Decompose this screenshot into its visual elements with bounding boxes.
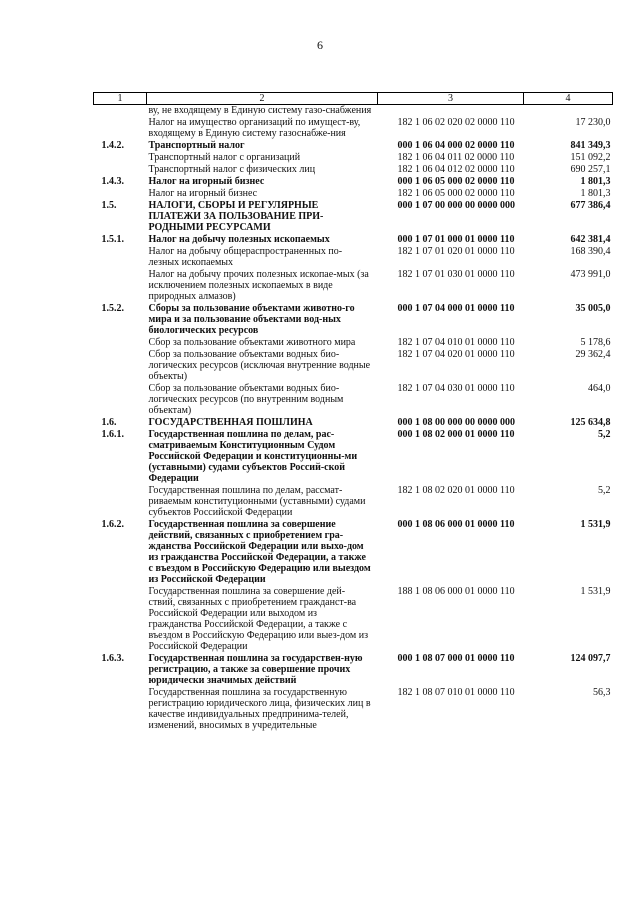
row-code: 182 1 07 04 010 01 0000 110 (397, 337, 515, 348)
row-amount: 1 531,9 (580, 519, 611, 530)
table-row (94, 117, 613, 140)
row-number (94, 164, 147, 176)
row-name: Сбор за пользование объектами водных био-логических ресурсов (по внутренним водным объектам) (148, 383, 344, 416)
page-number: 6 (317, 38, 323, 52)
row-name: ГОСУДАРСТВЕННАЯ ПОШЛИНА (148, 417, 313, 428)
row-name: Государственная пошлина по делам, рассмат-риваемым конституционными (уставными) судами субъектов Российской Федерации (148, 485, 366, 518)
row-amount: 677 386,4 (570, 200, 611, 211)
row-name: Налог на добычу общераспространенных по-лезных ископаемых (148, 246, 343, 268)
row-number: 1.6.3. (101, 653, 124, 664)
row-amount: 35 005,0 (575, 303, 611, 314)
table-body (94, 105, 613, 733)
row-code: 000 1 08 00 000 00 0000 000 (397, 417, 515, 428)
row-code: 182 1 06 04 011 02 0000 110 (397, 152, 515, 163)
row-code: 182 1 07 04 030 01 0000 110 (397, 383, 515, 394)
row-code: 000 1 08 06 000 01 0000 110 (397, 519, 515, 530)
row-amount: 473 991,0 (570, 269, 611, 280)
header-col-amount: 4 (524, 93, 613, 105)
row-number: 1.4.3. (101, 176, 124, 187)
row-code: 000 1 06 05 000 02 0000 110 (397, 176, 515, 187)
row-name: Государственная пошлина за государственную регистрацию юридического лица, физических лиц в качестве индивидуальных предпринима-телей, изменений, вносимых в учредительные (148, 687, 371, 731)
row-amount: 124 097,7 (570, 653, 611, 664)
row-name: НАЛОГИ, СБОРЫ И РЕГУЛЯРНЫЕ ПЛАТЕЖИ ЗА ПОЛЬЗОВАНИЕ ПРИ-РОДНЫМИ РЕСУРСАМИ (148, 200, 324, 233)
row-code: 188 1 08 06 000 01 0000 110 (397, 586, 515, 597)
row-name: Налог на добычу полезных ископаемых (148, 234, 330, 245)
row-name: Сбор за пользование объектами животного мира (148, 337, 356, 348)
table-row (94, 200, 613, 234)
row-number (94, 188, 147, 200)
row-name: Государственная пошлина за совершение действий, связанных с приобретением гра-жданства Российской Федерации или выхо-дом из гражданства Российской Федерации, а также с въездом в Российскую Федерацию или выездом из Российской Федерации (148, 519, 371, 585)
table-row (94, 164, 613, 176)
row-amount (524, 105, 613, 118)
row-amount: 29 362,4 (575, 349, 611, 360)
row-name: Транспортный налог с организаций (148, 152, 301, 163)
row-code: 182 1 07 01 020 01 0000 110 (397, 246, 515, 257)
row-code: 000 1 07 01 000 01 0000 110 (397, 234, 515, 245)
row-amount: 17 230,0 (575, 117, 611, 128)
table-row (94, 383, 613, 417)
table-row (94, 303, 613, 337)
row-name: Государственная пошлина по делам, рас-сматриваемым Конституционным Судом Российской Федерации и конституционны-ми (уставными) судами субъектов Россий-ской Федерации (148, 429, 358, 484)
row-number: 1.6.2. (101, 519, 124, 530)
row-number (94, 349, 147, 383)
row-code (378, 105, 524, 118)
row-amount: 125 634,8 (570, 417, 611, 428)
row-code: 182 1 06 02 020 02 0000 110 (397, 117, 515, 128)
row-number (94, 246, 147, 269)
row-code: 182 1 07 04 020 01 0000 110 (397, 349, 515, 360)
row-number (94, 117, 147, 140)
row-code: 000 1 08 07 000 01 0000 110 (397, 653, 515, 664)
row-number (94, 687, 147, 732)
header-col-name: 2 (147, 93, 378, 105)
table-header (94, 93, 613, 105)
table-row (94, 105, 613, 118)
row-amount: 642 381,4 (570, 234, 611, 245)
table-row (94, 653, 613, 687)
row-number: 1.5.1. (101, 234, 124, 245)
row-name: ву, не входящему в Единую систему газо-снабжения (148, 105, 372, 116)
table-row (94, 349, 613, 383)
row-amount: 151 092,2 (570, 152, 611, 163)
table-row (94, 417, 613, 429)
row-amount: 841 349,3 (570, 140, 611, 151)
row-code: 000 1 07 00 000 00 0000 000 (397, 200, 515, 211)
row-name: Налог на добычу прочих полезных ископае-мых (за исключением полезных ископаемых в виде природных алмазов) (148, 269, 369, 302)
row-name: Налог на имущество организаций по имущест-ву, входящему в Единую систему газоснабже-ния (148, 117, 361, 139)
header-col-code: 3 (378, 93, 524, 105)
table-row (94, 429, 613, 485)
row-amount: 56,3 (593, 687, 611, 698)
header-col-number: 1 (94, 93, 147, 105)
row-code: 000 1 08 02 000 01 0000 110 (397, 429, 515, 440)
row-number: 1.4.2. (101, 140, 124, 151)
row-name: Транспортный налог с физических лиц (148, 164, 316, 175)
row-name: Государственная пошлина за совершение дей-ствий, связанных с приобретением гражданст-ва Российской Федерации или выходом из гражданства Российской Федерации, а также с въездом в Российскую Федерацию или выез-дом из Российской Федерации (148, 586, 369, 652)
row-code: 182 1 08 07 010 01 0000 110 (397, 687, 515, 698)
row-name: Государственная пошлина за государствен-ную регистрацию, а также за совершение прочих юридически значимых действий (148, 653, 363, 686)
table-row (94, 586, 613, 653)
row-name: Налог на игорный бизнес (148, 188, 258, 199)
row-code: 000 1 06 04 000 02 0000 110 (397, 140, 515, 151)
row-code: 182 1 07 01 030 01 0000 110 (397, 269, 515, 280)
row-amount: 168 390,4 (570, 246, 611, 257)
row-number: 1.5.2. (101, 303, 124, 314)
row-number (94, 337, 147, 349)
row-code: 182 1 06 05 000 02 0000 110 (397, 188, 515, 199)
row-amount: 5 178,6 (580, 337, 611, 348)
table-row (94, 519, 613, 586)
row-name: Налог на игорный бизнес (148, 176, 265, 187)
table-row (94, 485, 613, 519)
row-amount: 5,2 (598, 429, 611, 440)
budget-revenue-table (93, 92, 613, 732)
row-name: Транспортный налог (148, 140, 245, 151)
header-row (94, 93, 613, 105)
row-amount: 1 801,3 (580, 176, 611, 187)
row-number: 1.6.1. (101, 429, 124, 440)
row-number (94, 485, 147, 519)
row-name: Сбор за пользование объектами водных био-логических ресурсов (исключая внутренние водные объекты) (148, 349, 371, 382)
table-row (94, 246, 613, 269)
row-number (94, 383, 147, 417)
row-code: 182 1 06 04 012 02 0000 110 (397, 164, 515, 175)
row-number (94, 105, 147, 118)
table-row (94, 337, 613, 349)
row-name: Сборы за пользование объектами животно-го мира и за пользование объектами вод-ных биологических ресурсов (148, 303, 355, 336)
row-amount: 5,2 (598, 485, 611, 496)
row-amount: 464,0 (588, 383, 611, 394)
row-amount: 1 801,3 (580, 188, 611, 199)
table-row (94, 140, 613, 152)
table-row (94, 152, 613, 164)
row-code: 000 1 07 04 000 01 0000 110 (397, 303, 515, 314)
table-row (94, 188, 613, 200)
table-row (94, 269, 613, 303)
table-row (94, 234, 613, 246)
row-amount: 690 257,1 (570, 164, 611, 175)
row-amount: 1 531,9 (580, 586, 611, 597)
table-row (94, 687, 613, 732)
row-number: 1.6. (101, 417, 117, 428)
row-number (94, 586, 147, 653)
row-number (94, 152, 147, 164)
table-row (94, 176, 613, 188)
row-number: 1.5. (101, 200, 117, 211)
row-code: 182 1 08 02 020 01 0000 110 (397, 485, 515, 496)
row-number (94, 269, 147, 303)
